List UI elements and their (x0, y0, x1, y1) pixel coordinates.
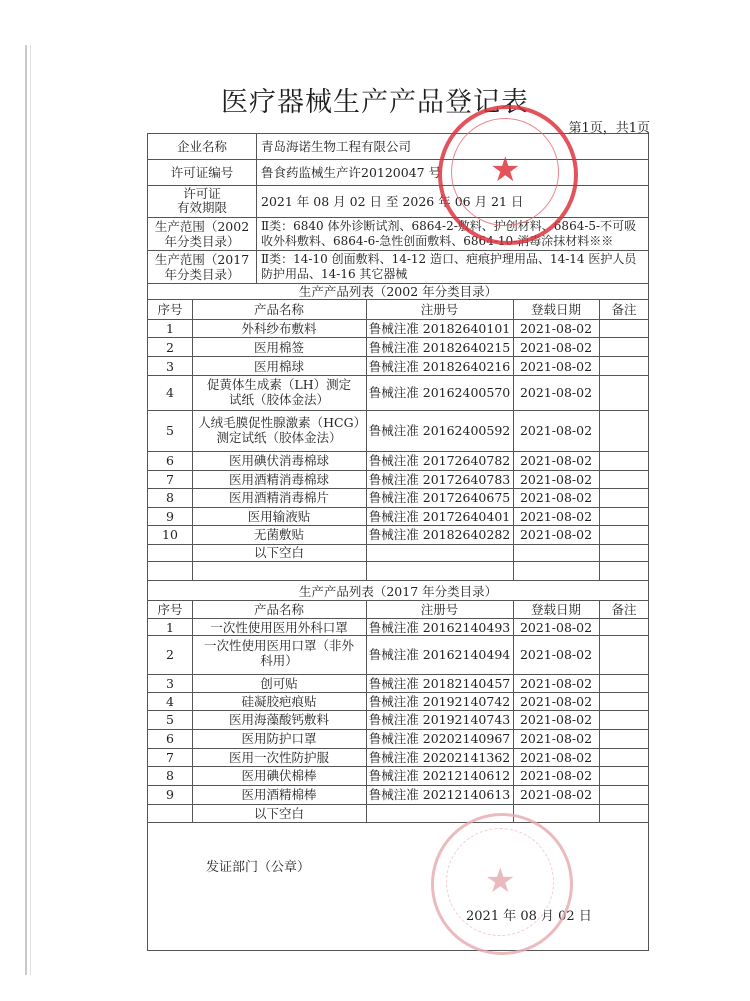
table-cell-reg: 鲁械注准 20162400592 (368, 423, 511, 438)
table-cell-reg: 鲁械注准 20162140493 (368, 620, 511, 635)
star-icon: ★ (485, 861, 516, 901)
list-2017-title: 生产产品列表（2017 年分类目录） (298, 584, 498, 599)
row-divider (148, 319, 648, 320)
table-cell-name: 医用防护口罩 (241, 731, 317, 746)
table-cell-reg: 鲁械注准 20202141362 (368, 750, 511, 765)
table-cell-reg: 鲁械注准 20182640282 (368, 527, 511, 542)
row-divider (148, 356, 648, 357)
company-seal (438, 105, 578, 245)
list-2002-title: 生产产品列表（2002 年分类目录） (298, 284, 498, 299)
table-cell-no: 2 (166, 340, 174, 355)
row-divider (148, 507, 648, 508)
table-cell-name: 医用输液贴 (247, 509, 311, 524)
table-cell-date: 2021-08-02 (519, 359, 593, 374)
column-header-no: 序号 (157, 602, 183, 617)
row-divider (148, 618, 648, 619)
row-divider (148, 785, 648, 786)
table-cell-name: 医用酒精棉棒 (241, 787, 317, 802)
table-cell-date: 2021-08-02 (519, 768, 593, 783)
row-divider (148, 729, 648, 730)
table-cell-reg: 鲁械注准 20182640101 (368, 321, 511, 336)
table-cell-no: 10 (162, 527, 178, 542)
row-divider (148, 250, 648, 251)
table-cell-reg: 鲁械注准 20202140967 (368, 731, 511, 746)
page-number: 第1页，共1页 (568, 121, 650, 136)
table-cell-reg: 鲁械注准 20172640675 (368, 490, 511, 505)
column-header-date: 登载日期 (530, 302, 581, 317)
table-cell-date: 2021-08-02 (519, 490, 593, 505)
table-cell-date: 2021-08-02 (519, 620, 593, 635)
table-cell-no: 9 (166, 509, 174, 524)
table-cell-name: 一次性使用医用外科口罩 (210, 620, 348, 635)
table-cell-no: 6 (166, 731, 174, 746)
column-header-name: 产品名称 (253, 602, 304, 617)
table-cell-name: 医用酒精消毒棉片 (228, 490, 329, 505)
table-cell-name: 外科纱布敷料 (241, 321, 317, 336)
company-value: 青岛海诺生物工程有限公司 (261, 139, 412, 154)
row-divider (148, 748, 648, 749)
table-cell-name: 医用海藻酸钙敷料 (228, 712, 329, 727)
row-divider (148, 635, 648, 636)
table-cell-date: 2021-08-02 (519, 694, 593, 709)
table-cell-date: 2021-08-02 (519, 385, 593, 400)
column-header-reg: 注册号 (420, 302, 459, 317)
table-cell-no: 4 (166, 385, 174, 400)
row-divider (148, 451, 648, 452)
registration-table (147, 133, 649, 951)
table-cell-date: 2021-08-02 (519, 647, 593, 662)
table-cell-reg: 鲁械注准 20172640401 (368, 509, 511, 524)
table-cell-date: 2021-08-02 (519, 472, 593, 487)
table-cell-no: 8 (166, 490, 174, 505)
table-cell-name: 硅凝胶疤痕贴 (241, 694, 317, 709)
column-header-name: 产品名称 (253, 302, 304, 317)
table-cell-date: 2021-08-02 (519, 676, 593, 691)
column-header-note: 备注 (611, 302, 637, 317)
authority-seal (431, 813, 573, 955)
table-cell-no: 2 (166, 647, 174, 662)
table-cell-no: 4 (166, 694, 174, 709)
table-cell-reg: 鲁械注准 20182640216 (368, 359, 511, 374)
scan-edge-shadow (25, 45, 27, 975)
table-cell-date: 2021-08-02 (519, 509, 593, 524)
row-divider (148, 804, 648, 805)
column-divider (256, 134, 257, 283)
table-cell-reg: 鲁械注准 20162140494 (368, 647, 511, 662)
table-cell-no: 1 (166, 321, 174, 336)
table-cell-reg: 鲁械注准 20212140612 (368, 768, 511, 783)
table-cell-no: 7 (166, 750, 174, 765)
row-divider (148, 710, 648, 711)
table-cell-no: 3 (166, 359, 174, 374)
column-divider (599, 299, 600, 580)
validity-label-line2: 有效期限 (176, 200, 227, 215)
row-divider (148, 488, 648, 489)
issuer-label: 发证部门（公章） (206, 860, 311, 875)
column-header-reg: 注册号 (420, 602, 459, 617)
table-cell-no: 7 (166, 472, 174, 487)
table-cell-date: 2021-08-02 (519, 787, 593, 802)
table-cell-name: 无菌敷贴 (253, 527, 304, 542)
validity-value: 2021 年 08 月 02 日 至 2026 年 06 月 21 日 (261, 194, 524, 209)
star-icon: ★ (490, 150, 521, 190)
scan-edge-shadow-inner (30, 45, 31, 975)
row-divider (148, 470, 648, 471)
table-cell-name: 一次性使用医用口罩（非外科用） (203, 638, 354, 668)
table-cell-no: 8 (166, 768, 174, 783)
table-cell-name: 医用酒精消毒棉球 (228, 472, 329, 487)
table-cell-name: 医用碘伏消毒棉球 (228, 453, 329, 468)
table-cell-date: 2021-08-02 (519, 321, 593, 336)
row-divider (148, 561, 648, 562)
column-header-no: 序号 (157, 302, 183, 317)
table-cell-no: 5 (166, 423, 174, 438)
table-cell-date: 2021-08-02 (519, 750, 593, 765)
table-cell-reg: 鲁械注准 20172640783 (368, 472, 511, 487)
table-cell-name: 医用棉签 (253, 340, 304, 355)
column-header-date: 登载日期 (530, 602, 581, 617)
table-cell-no: 6 (166, 453, 174, 468)
scope-2002-label-line1: 生产范围（2002 (154, 219, 250, 234)
row-divider (148, 337, 648, 338)
table-cell-date: 2021-08-02 (519, 340, 593, 355)
company-label: 企业名称 (176, 139, 227, 154)
table-cell-no: 9 (166, 787, 174, 802)
row-divider (148, 822, 648, 823)
table-cell-reg: 鲁械注准 20172640782 (368, 453, 511, 468)
table-cell-name: 人绒毛膜促性腺激素（HCG）测定试纸（胶体金法） (198, 415, 360, 445)
table-cell-date: 2021-08-02 (519, 731, 593, 746)
scope-2017-label-line1: 生产范围（2017 (154, 252, 250, 267)
scope-2017-value: Ⅱ类：14-10 创面敷料、14-12 造口、疤痕护理用品、14-14 医护人员防护用品、14-16 其它器械 (261, 252, 637, 281)
row-divider (148, 375, 648, 376)
table-cell-name: 促黄体生成素（LH）测定试纸（胶体金法） (206, 377, 352, 407)
table-cell-reg: 鲁械注准 20192140743 (368, 712, 511, 727)
table-cell-reg: 鲁械注准 20182640215 (368, 340, 511, 355)
license-value: 鲁食药监械生产许20120047 号 (261, 165, 442, 180)
table-cell-reg: 鲁械注准 20162400570 (368, 385, 511, 400)
table-cell-reg: 鲁械注准 20192140742 (368, 694, 511, 709)
table-cell-name: 医用一次性防护服 (228, 750, 329, 765)
scope-2002-label-line2: 年分类目录） (164, 234, 240, 249)
column-divider (599, 600, 600, 822)
table-cell-date: 2021-08-02 (519, 527, 593, 542)
table-cell-reg: 鲁械注准 20182140457 (368, 676, 511, 691)
table-cell-no: 1 (166, 620, 174, 635)
table-cell-date: 2021-08-02 (519, 453, 593, 468)
column-header-note: 备注 (611, 602, 637, 617)
table-cell-no: 3 (166, 676, 174, 691)
scope-2017-label-line2: 年分类目录） (164, 267, 240, 282)
blank-below-note: 以下空白 (253, 806, 304, 821)
row-divider (148, 580, 648, 581)
license-label: 许可证编号 (170, 165, 234, 180)
table-cell-name: 创可贴 (260, 676, 298, 691)
blank-below-note: 以下空白 (253, 545, 304, 560)
row-divider (148, 525, 648, 526)
page-title: 医疗器械生产产品登记表 (221, 87, 529, 118)
row-divider (148, 692, 648, 693)
scope-2002-value: Ⅱ类：6840 体外诊断试剂、6864-2-敷料、护创材料、6864-5-不可吸收外科敷料、6864-6-急性创面敷料、6864-10-消毒涂抹材料※※ (261, 219, 637, 248)
table-cell-reg: 鲁械注准 20212140613 (368, 787, 511, 802)
row-divider (148, 600, 648, 601)
table-cell-date: 2021-08-02 (519, 423, 593, 438)
table-cell-name: 医用碘伏棉棒 (241, 768, 317, 783)
row-divider (148, 217, 648, 218)
row-divider (148, 766, 648, 767)
validity-label-line1: 许可证 (183, 186, 221, 201)
row-divider (148, 299, 648, 300)
issue-date: 2021 年 08 月 02 日 (466, 909, 592, 924)
table-cell-no: 5 (166, 712, 174, 727)
row-divider (148, 410, 648, 411)
table-cell-date: 2021-08-02 (519, 712, 593, 727)
table-cell-name: 医用棉球 (253, 359, 304, 374)
row-divider (148, 674, 648, 675)
